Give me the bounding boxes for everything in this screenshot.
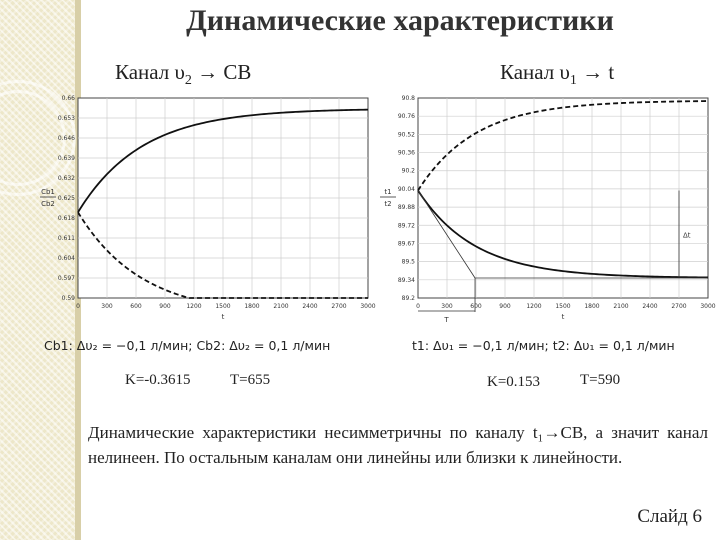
page-title: Динамические характеристики (186, 4, 614, 37)
y-tick-label: 0.625 (57, 195, 75, 202)
y-tick-label: 89.34 (397, 276, 415, 284)
x-tick-label: 300 (101, 303, 113, 310)
y-axis-label: t1 (384, 188, 392, 196)
y-tick-label: 0.604 (57, 255, 75, 262)
time-constant-left: T=655 (230, 372, 271, 388)
chart-title-left (115, 60, 251, 89)
x-tick-label: 1800 (584, 303, 600, 310)
x-tick-label: 0 (76, 303, 80, 310)
chart-title-left-post: → CB (191, 60, 252, 84)
x-tick-label: 2400 (302, 303, 318, 310)
chart-title-left-sub: 2 (184, 73, 192, 89)
x-tick-label: 1800 (244, 303, 260, 310)
y-tick-label: 90.2 (401, 167, 415, 175)
y-tick-label: 0.618 (57, 215, 75, 222)
x-tick-label: 2700 (671, 303, 687, 310)
chart-right (378, 90, 718, 330)
x-tick-label: 900 (499, 303, 511, 310)
y-tick-label: 0.66 (61, 95, 75, 102)
x-tick-label: 2100 (273, 303, 289, 310)
delta-label: Δt (683, 231, 691, 240)
x-tick-label: 600 (130, 303, 142, 310)
chart-title-left-pre: Канал υ (115, 60, 185, 84)
chart-title-right (500, 60, 614, 89)
gain-left: K=-0.3615 (125, 372, 191, 388)
y-tick-label: 0.59 (61, 295, 75, 302)
x-axis-label: t (561, 313, 565, 321)
x-tick-label: 2100 (613, 303, 629, 310)
y-tick-label: 0.646 (57, 135, 75, 142)
y-tick-label: 89.67 (397, 240, 415, 248)
time-constant-label: T (444, 316, 449, 324)
x-tick-label: 300 (441, 303, 453, 310)
y-axis-label: Cb2 (41, 200, 55, 208)
time-constant-right: T=590 (580, 372, 621, 388)
y-tick-label: 90.04 (397, 185, 415, 193)
y-tick-label: 0.611 (57, 235, 75, 242)
y-tick-label: 90.52 (397, 131, 415, 139)
x-tick-label: 1200 (526, 303, 542, 310)
x-tick-label: 3000 (700, 303, 716, 310)
x-tick-label: 600 (470, 303, 482, 310)
y-tick-label: 0.639 (57, 155, 75, 162)
y-axis-label: t2 (384, 200, 392, 208)
x-tick-label: 1500 (215, 303, 231, 310)
x-tick-label: 1500 (555, 303, 571, 310)
chart-right-legend: t1: Δυ₁ = −0,1 л/мин; t2: Δυ₁ = 0,1 л/мин (412, 338, 675, 353)
slide-number: Слайд 6 (637, 506, 702, 527)
chart-left-legend: Cb1: Δυ₂ = −0,1 л/мин; Cb2: Δυ₂ = 0,1 л/мин (44, 338, 331, 353)
y-tick-label: 0.653 (57, 115, 75, 122)
x-tick-label: 2400 (642, 303, 658, 310)
x-tick-label: 1200 (186, 303, 202, 310)
x-tick-label: 900 (159, 303, 171, 310)
x-tick-label: 3000 (360, 303, 376, 310)
y-tick-label: 0.597 (57, 275, 75, 282)
y-tick-label: 89.88 (397, 204, 415, 212)
y-tick-label: 89.72 (397, 222, 415, 230)
x-tick-label: 2700 (331, 303, 347, 310)
chart-title-right-sub: 1 (569, 73, 577, 89)
x-axis-label: t (221, 313, 225, 321)
y-tick-label: 89.2 (401, 295, 415, 302)
conclusion-text: Динамические характеристики несимметричны по каналу t₁→CB, а значит канал нелинеен. По остальным каналам они линейны или близки к линейности. (88, 423, 708, 467)
y-tick-label: 90.8 (401, 95, 415, 102)
chart-left (38, 90, 378, 330)
y-axis-label: Cb1 (41, 188, 55, 196)
gain-right: K=0.153 (487, 374, 541, 390)
chart-title-right-pre: Канал υ (500, 60, 570, 84)
y-tick-label: 89.5 (401, 258, 415, 266)
x-tick-label: 0 (416, 303, 420, 310)
y-tick-label: 0.632 (57, 175, 75, 182)
y-tick-label: 90.76 (397, 113, 415, 121)
chart-title-right-post: → t (576, 60, 615, 84)
y-tick-label: 90.36 (397, 149, 415, 157)
